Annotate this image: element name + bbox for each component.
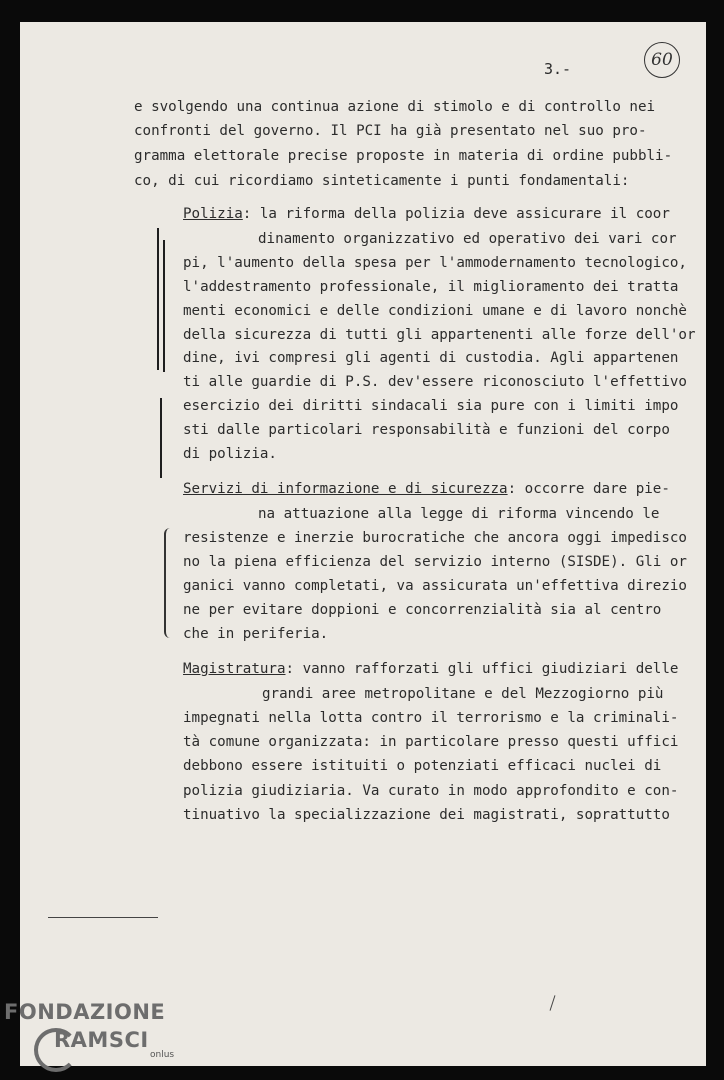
margin-mark	[163, 240, 165, 372]
section-line: sti dalle particolari responsabilità e funzioni del corpo	[183, 422, 670, 438]
section-heading: Polizia	[183, 206, 243, 222]
section-line: no la piena efficienza del servizio interno (SISDE). Gli or	[183, 554, 687, 570]
intro-line: co, di cui ricordiamo sinteticamente i punti fondamentali:	[134, 173, 630, 189]
footer-rule	[48, 917, 158, 918]
section-line: l'addestramento professionale, il miglioramento dei tratta	[183, 279, 679, 295]
watermark-line1: FONDAZIONE	[4, 1000, 166, 1024]
margin-bracket	[164, 528, 174, 638]
intro-line: confronti del governo. Il PCI ha già presentato nel suo pro-	[134, 123, 647, 139]
section-first-line	[183, 477, 670, 501]
section-line: na attuazione alla legge di riforma vincendo le	[258, 506, 660, 522]
section-text: : occorre dare pie-	[507, 481, 670, 497]
section-line: ganici vanno completati, va assicurata un'effettiva direzio	[183, 578, 687, 594]
section-line: dinamento organizzativo ed operativo dei vari cor	[258, 231, 677, 247]
section-first-line	[183, 202, 670, 226]
section-line: esercizio dei diritti sindacali sia pure con i limiti impo	[183, 398, 679, 414]
margin-mark	[157, 228, 159, 370]
section-text: : la riforma della polizia deve assicurare il coor	[242, 206, 670, 222]
section-line: pi, l'aumento della spesa per l'ammodernamento tecnologico,	[183, 255, 687, 271]
section-line: della sicurezza di tutti gli appartenenti alle forze dell'or	[183, 327, 696, 343]
section-text: : vanno rafforzati gli uffici giudiziari delle	[285, 661, 679, 677]
section-line: grandi aree metropolitane e del Mezzogiorno più	[262, 686, 664, 702]
circled-page-number: 60	[644, 42, 680, 78]
section-first-line	[183, 657, 678, 681]
intro-line: e svolgendo una continua azione di stimolo e di controllo nei	[134, 99, 656, 115]
section-line: tà comune organizzata: in particolare presso questi uffici	[183, 734, 679, 750]
section-line: dine, ivi compresi gli agenti di custodia. Agli appartenen	[183, 350, 679, 366]
section-line: di polizia.	[183, 446, 277, 462]
section-line: debbono essere istituiti o potenziati efficaci nuclei di	[183, 758, 662, 774]
watermark-line2: RAMSCI	[54, 1028, 149, 1052]
section-line: polizia giudiziaria. Va curato in modo approfondito e con-	[183, 783, 679, 799]
margin-mark	[160, 398, 162, 478]
section-line: impegnati nella lotta contro il terrorismo e la criminali-	[183, 710, 679, 726]
section-line: resistenze e inerzie burocratiche che ancora oggi impedisco	[183, 530, 687, 546]
watermark-tag: onlus	[150, 1050, 175, 1060]
section-heading: Magistratura	[183, 661, 286, 677]
section-line: ne per evitare doppioni e concorrenzialità sia al centro	[183, 602, 662, 618]
intro-line: gramma elettorale precise proposte in materia di ordine pubbli-	[134, 148, 673, 164]
page-number: 3.-	[544, 60, 572, 78]
section-heading: Servizi di informazione e di sicurezza	[183, 481, 508, 497]
fondazione-gramsci-watermark	[4, 998, 204, 1078]
section-line: ti alle guardie di P.S. dev'essere riconosciuto l'effettivo	[183, 374, 687, 390]
section-line: menti economici e delle condizioni umane e di lavoro nonchè	[183, 303, 687, 319]
section-line: che in periferia.	[183, 626, 329, 642]
section-line: tinuativo la specializzazione dei magistrati, soprattutto	[183, 807, 670, 823]
